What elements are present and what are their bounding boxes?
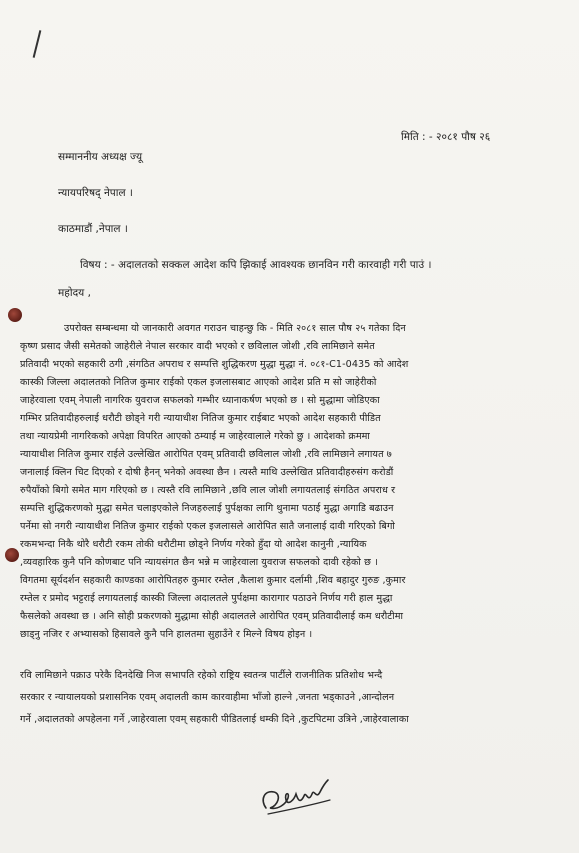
date-line: मिति : - २०८१ पौष २६ xyxy=(401,131,491,143)
punch-hole-icon xyxy=(5,548,19,562)
body-line: कृष्ण प्रसाद जैसी समेतको जाहेरीले नेपाल सरकार वादी भएको र छविलाल जोशी ,रवि लामिछाने समेत xyxy=(20,341,375,352)
subject-line: विषय : - अदालतको सक्कल आदेश कपि झिकाई आवश्यक छानविन गरी कारवाही गरी पाउं । xyxy=(80,259,432,271)
body-line: सम्पत्ति शुद्धिकरणको मुद्धा समेत चलाइएकोले निजहरुलाई पुर्पक्षका लागि थुनामा पठाई मुद्धा अगाडि बढाउन xyxy=(20,503,394,514)
body-line: प्रतिवादी भएको सहकारी ठगी ,संगठित अपराध र सम्पत्ति शुद्धिकरण मुद्धा मुद्धा नं. ०८१-C1-0435 को आदेश xyxy=(20,359,409,370)
body-line: तथा न्यायप्रेमी नागरिकको अपेक्षा विपरित आएको ठम्याई म जाहेरवालाले गरेको छु । आदेशको क्रममा xyxy=(20,431,371,442)
body-line: छाड्नु नजिर र अभ्यासको हिसावले कुनै पनि हालतमा सुहाउँने र मिल्ने विषय होइन । xyxy=(20,629,313,640)
body-line: जाहेरवाला एवम् नेपाली नागरिक युवराज सफलको गम्भीर ध्यानाकर्षण भएको छ । सो मुद्धामा जोडिएका xyxy=(20,395,380,406)
body-line: न्यायाधीश नितिज कुमार राईले उल्लेखित आरोपित एवम् प्रतिवादी छविलाल जोशी ,रवि लामिछाने लगायत ७ xyxy=(20,449,392,460)
body-line: रम्तेल र प्रमोद भट्टराई लगायतलाई कास्की जिल्ला अदालतले पुर्पक्षमा कारागार पठाउने निर्णय गरी हाल मुद्धा xyxy=(20,593,393,604)
body-line: पर्नेमा सो नगरी न्यायाधीश नितिज कुमार राईको एकल इजलासले आरोपित सातै जनालाई दावी गरिएको बिगो xyxy=(20,521,395,532)
body-line: गर्ने ,अदालतको अपहेलना गर्ने ,जाहेरवाला एवम् सहकारी पीडितलाई धम्की दिने ,कुटपिटमा उत्रिने ,जाहेरवालाका xyxy=(20,714,409,725)
addressee-line: काठमाडौं ,नेपाल । xyxy=(58,223,128,235)
salutation: महोदय , xyxy=(58,287,91,299)
body-line: सरकार र न्यायालयको प्रशासनिक एवम् अदालती काम कारवाहीमा भाँजो हाल्ने ,जनता भड्काउने ,आन्दोलन xyxy=(20,692,395,703)
body-line: गम्भिर प्रतिवादीहरुलाई धरौटी छोड्ने गरी न्यायाधीश नितिज कुमार राईबाट भएको आदेश सहकारी पीडित xyxy=(20,413,381,424)
punch-hole-icon xyxy=(8,308,22,322)
body-line: फैसलेको अवस्था छ । अनि सोही प्रकरणको मुद्धामा सोही अदालतले आरोपित एवम् प्रतिवादीलाई कम धरौटीमा xyxy=(20,611,404,622)
body-line: उपरोक्त सम्बन्धमा यो जानकारी अवगत गराउन चाहन्छु कि - मिति २०८१ साल पौष २५ गतेका दिन xyxy=(64,323,406,334)
pen-slash-mark xyxy=(33,30,42,58)
addressee-line: सम्माननीय अध्यक्ष ज्यू xyxy=(58,151,143,163)
body-line: विगतमा सूर्यदर्शन सहकारी काण्डका आरोपितहरु कुमार रम्तेल ,कैलाश कुमार दर्लामी ,शिव बहादुर गुरुङ ,कुमार xyxy=(20,575,406,586)
body-line: रकमभन्दा निकै थोरै धरौटी रकम तोकी धरौटीमा छोड्ने निर्णय गरेको हुँदा यो आदेश कानुनी ,न्यायिक xyxy=(20,539,367,550)
handwritten-signature xyxy=(258,770,338,820)
body-line: जनालाई क्लिन चिट दिएको र दोषी हैनन् भनेको अवस्था छैन । त्यस्तै माथि उल्लेखित प्रतिवादीहरुसंग करोडौं xyxy=(20,467,394,478)
body-line: रुपैयाँको बिगो समेत माग गरिएको छ । त्यस्तै रवि लामिछाने ,छवि लाल जोशी लगायतलाई संगठित अपराध र xyxy=(20,485,396,496)
body-line: ,व्यवहारिक कुनै पनि कोणबाट पनि न्यायसंगत छैन भन्ने म जाहेरवाला युवराज सफलको दावी रहेको छ । xyxy=(20,557,378,568)
addressee-line: न्यायपरिषद् नेपाल । xyxy=(58,187,133,199)
body-line: कास्की जिल्ला अदालतको नितिज कुमार राईको एकल इजलासबाट आएको आदेश प्रति म सो जाहेरीको xyxy=(20,377,377,388)
body-line: रवि लामिछाने पक्राउ परेकै दिनदेखि निज सभापति रहेको राष्ट्रिय स्वतन्त्र पार्टीले राजनीतिक प्रतिशोध भन्दै xyxy=(20,670,383,681)
